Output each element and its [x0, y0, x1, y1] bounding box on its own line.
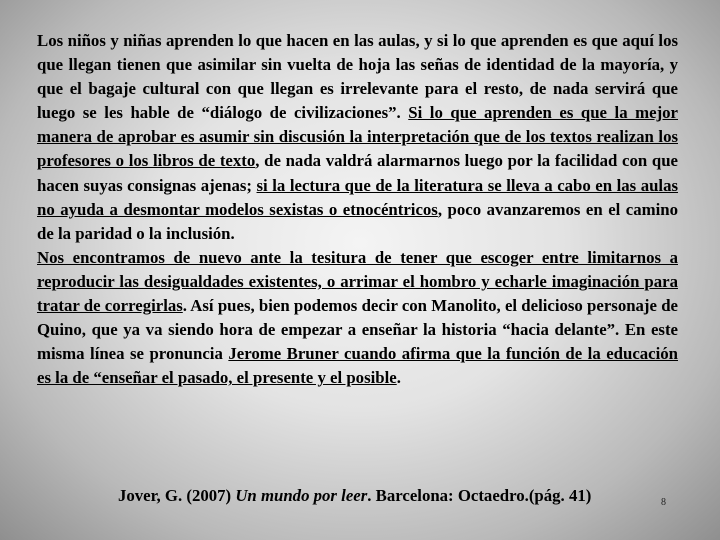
quote-segment: Los niños y niñas aprenden lo que hacen en las aulas, y si lo que aprenden es que aquí los que llegan tienen que asimilar sin vuelta de hoja las señas de identidad de la mayoría, y que el bagaje cultural con que llegan es irrelevante para el resto, de nada servirá que luego se les hable de “diálogo de civilizaciones”. [37, 31, 678, 123]
citation-title: Un mundo por leer [235, 486, 368, 505]
quote-paragraph-1 [37, 29, 678, 246]
citation-publisher: . Barcelona: Octaedro.(pág. [367, 486, 565, 505]
quote-segment: . [396, 368, 401, 388]
citation-page: 41) [568, 486, 592, 505]
quote-underlined-segment: Si lo que aprenden es que la mejor manera de aprobar es asumir sin discusión la interpretación que de los textos realizan los profesores o los libros de texto [37, 103, 678, 171]
slide-number: 8 [661, 497, 666, 508]
quote-underlined-segment: Jerome Bruner cuando afirma que la función de la educación es la de “enseñar el pasado, el presente y el posible [37, 344, 679, 388]
quote-text [37, 29, 678, 390]
citation [118, 484, 698, 508]
quote-segment: , poco avanzaremos en el camino de la paridad o la inclusión. [37, 199, 678, 243]
quote-underlined-segment: si la lectura que de la literatura se lleva a cabo en las aulas no ayuda a desmontar modelos sexistas o etnocéntricos [37, 175, 679, 219]
quote-underlined-segment: Nos encontramos de nuevo ante la tesitura de tener que escoger entre limitarnos a reproducir las desigualdades existentes, o arrimar el hombro y echarle imaginación para tratar de corregirlas [37, 247, 678, 316]
quote-segment: . Así pues, bien podemos decir con Manolito, el delicioso personaje de Quino, que ya va siendo hora de empezar a enseñar la historia “hacia delante”. En este misma línea se pronuncia [37, 296, 678, 364]
citation-author: Jover, G. (2007) [118, 486, 232, 505]
quote-paragraph-2 [37, 246, 678, 391]
quote-segment: , de nada valdrá alarmarnos luego por la facilidad con que hacen suyas consignas ajenas; [37, 151, 678, 195]
